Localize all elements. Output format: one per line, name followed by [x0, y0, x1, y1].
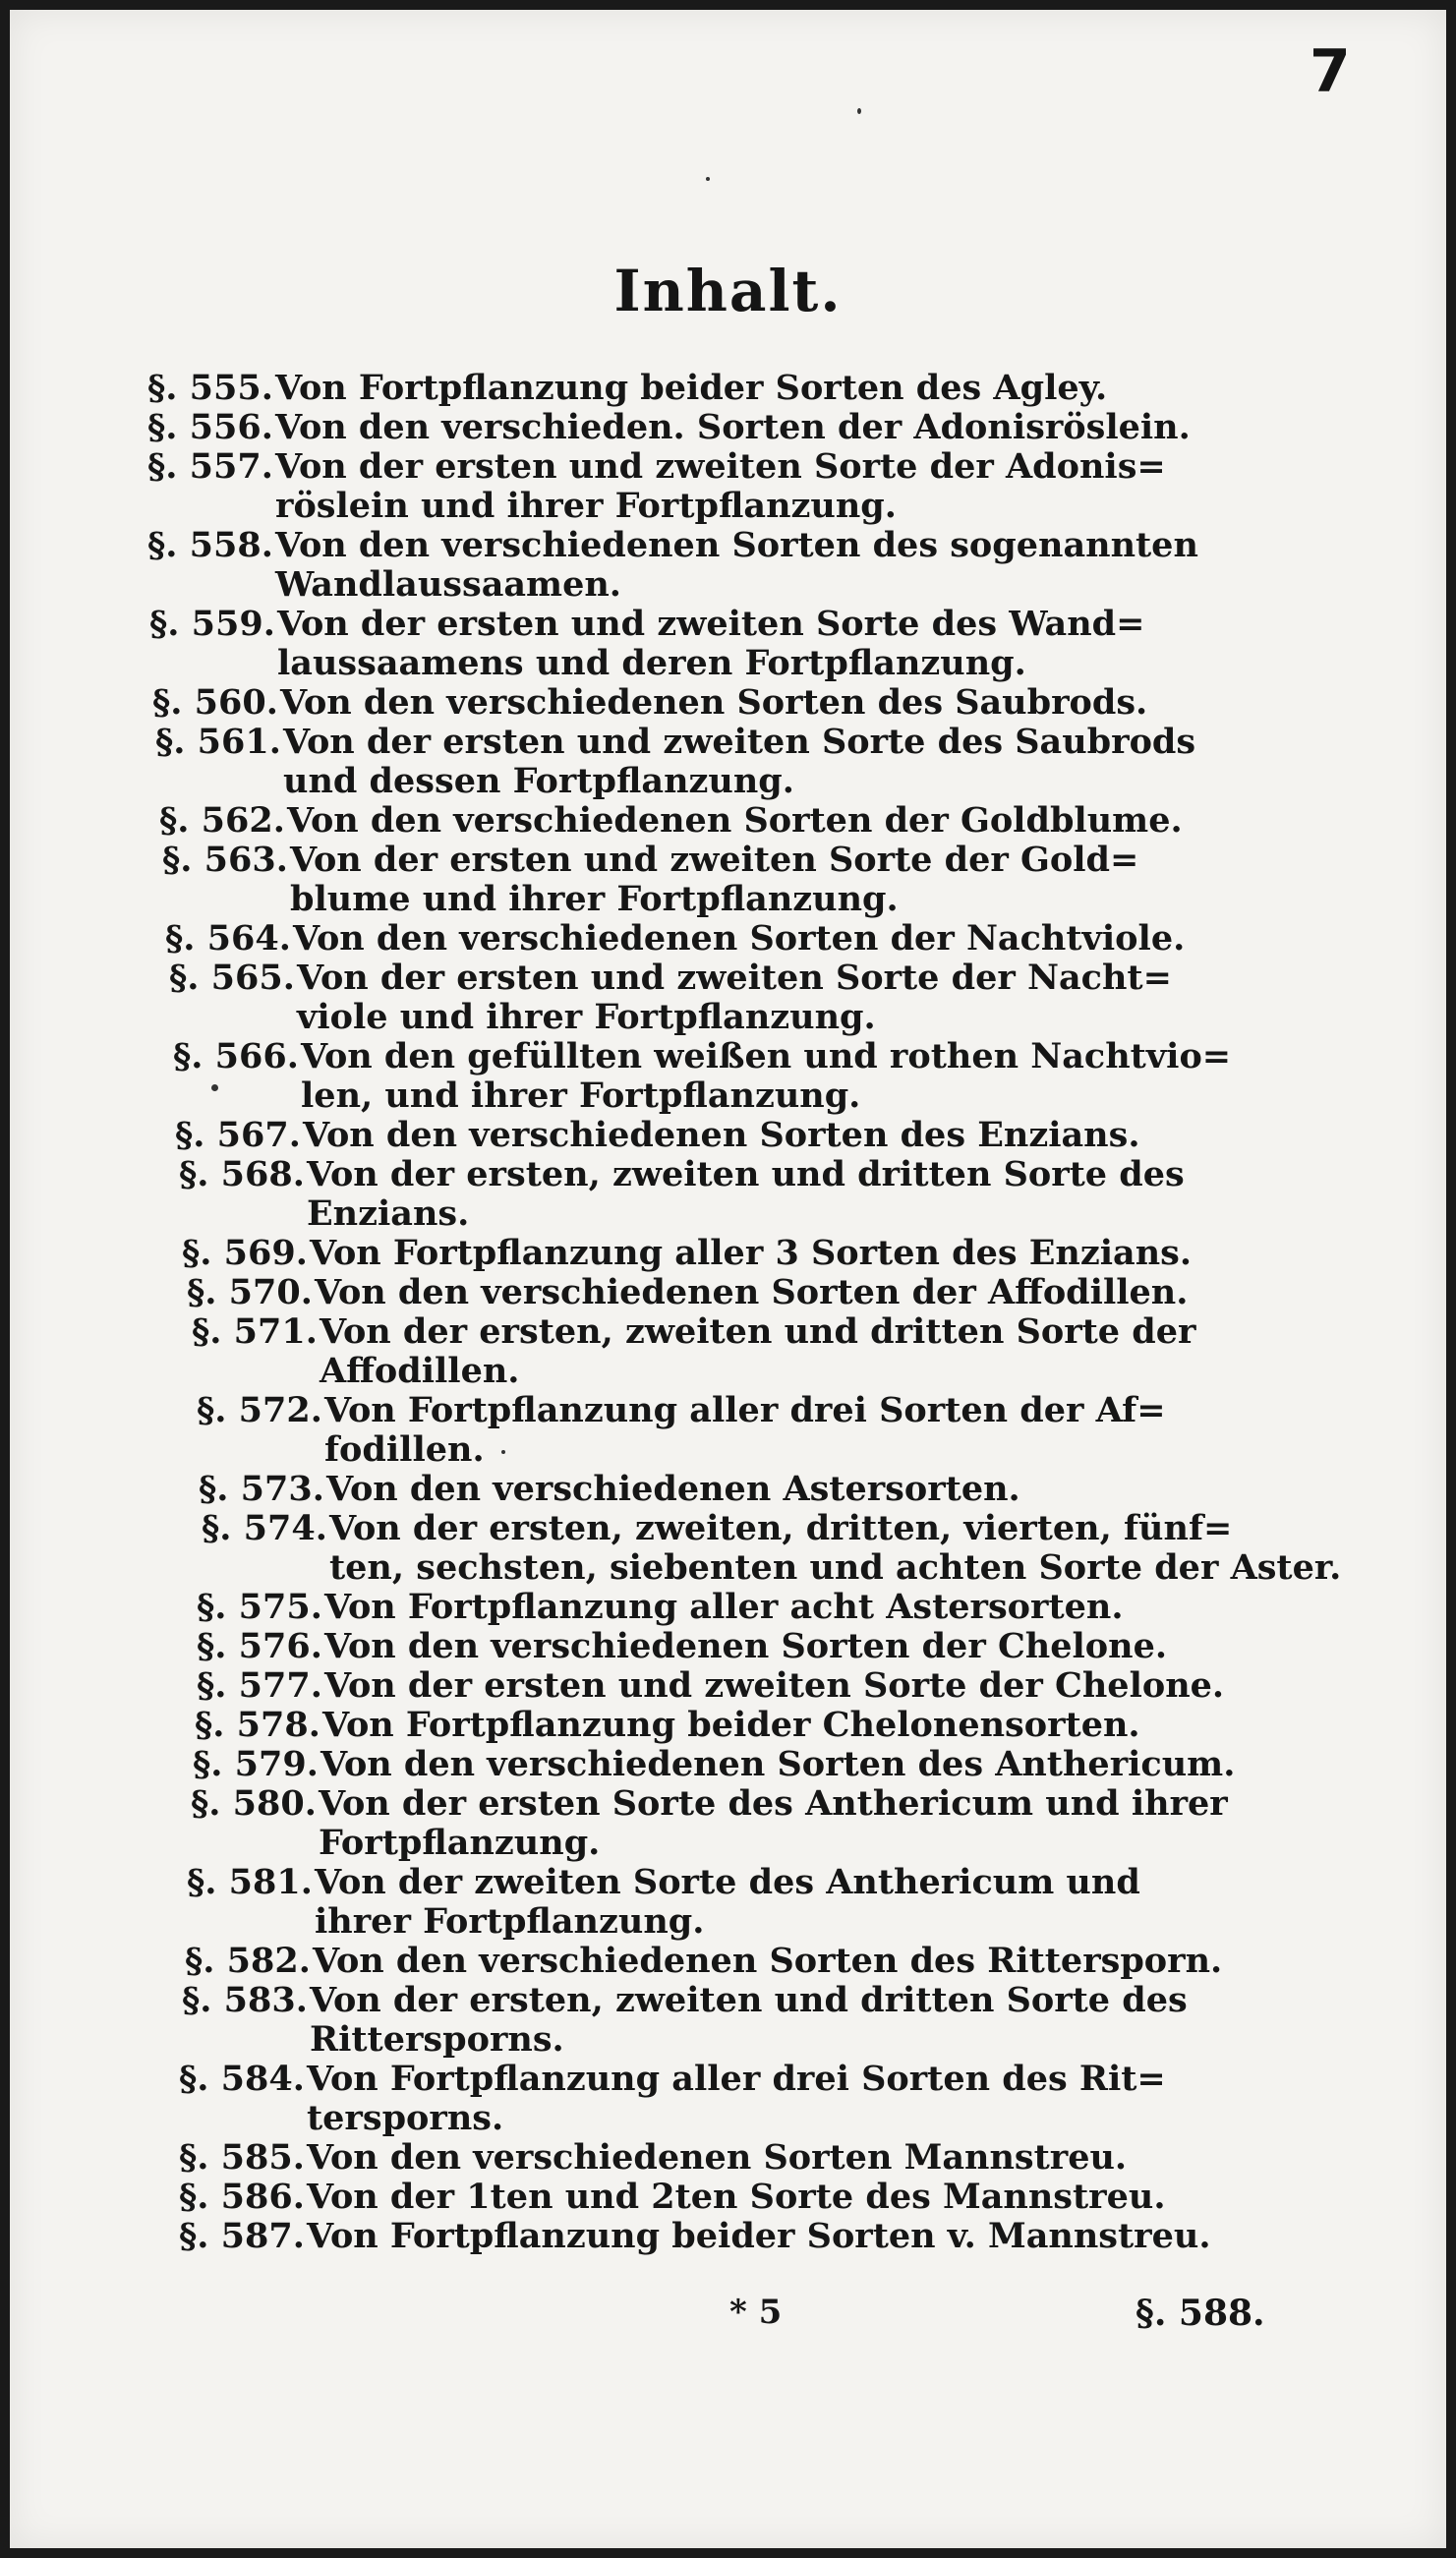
paper-speck	[501, 1450, 505, 1454]
entry-title: Von den verschiedenen Sorten der Chelone.	[324, 1626, 1168, 1666]
entry-title: Von Fortpflanzung aller drei Sorten der Af=	[324, 1390, 1166, 1430]
paper-speck	[706, 177, 710, 181]
paper-speck	[857, 108, 861, 114]
toc-entry	[193, 1745, 1235, 1784]
entry-title-continuation: Enzians.	[307, 1193, 470, 1234]
toc-entry	[159, 801, 1183, 841]
catchword: §. 588.	[1136, 2293, 1265, 2334]
section-number: §. 572.	[197, 1390, 322, 1430]
page-number: 7	[1310, 37, 1351, 106]
section-number: §. 577.	[197, 1665, 322, 1706]
toc-entry	[187, 1863, 1140, 1942]
toc-entry	[173, 1037, 1231, 1116]
section-number: §. 561.	[155, 722, 281, 762]
entry-title-continuation: ten, sechsten, siebenten und achten Sorte der Aster.	[329, 1547, 1342, 1588]
toc-entry	[179, 2060, 1166, 2138]
toc-entry	[179, 2178, 1166, 2217]
entry-title: Von den verschiedenen Sorten des Enzians.	[303, 1115, 1140, 1155]
toc-entry	[179, 1155, 1185, 1234]
section-number: §. 587.	[179, 2216, 305, 2256]
entry-title: Von den verschiedenen Sorten des Saubrods.	[280, 682, 1148, 723]
section-number: §. 558.	[147, 525, 273, 565]
toc-entry	[179, 2138, 1127, 2178]
entry-title: Von der ersten und zweiten Sorte des Saubrods	[283, 722, 1196, 762]
section-number: §. 579.	[193, 1744, 319, 1784]
entry-title-continuation: Rittersporns.	[310, 2019, 564, 2060]
entry-title: Von Fortpflanzung aller acht Astersorten.	[324, 1587, 1124, 1627]
entry-title-continuation: viole und ihrer Fortpflanzung.	[297, 997, 876, 1037]
toc-entry	[191, 1784, 1228, 1863]
toc-entry	[179, 2217, 1211, 2256]
entry-title: Von den verschieden. Sorten der Adonisröslein.	[275, 407, 1191, 447]
toc-entry	[197, 1627, 1167, 1666]
toc-entry	[162, 841, 1138, 919]
entry-title: Von Fortpflanzung beider Sorten v. Mannstreu.	[307, 2216, 1211, 2256]
page	[10, 10, 1446, 2548]
section-number: §. 563.	[162, 840, 288, 880]
entry-title: Von den verschiedenen Astersorten.	[326, 1469, 1020, 1509]
toc-entry	[199, 1470, 1020, 1509]
section-number: §. 578.	[195, 1705, 320, 1745]
section-number: §. 567.	[175, 1115, 301, 1155]
entry-title: Von der ersten Sorte des Anthericum und ihrer	[319, 1783, 1228, 1824]
entry-title-continuation: Wandlaussaamen.	[275, 564, 621, 605]
section-number: §. 574.	[202, 1508, 327, 1548]
page-title: Inhalt.	[613, 258, 843, 324]
section-number: §. 573.	[199, 1469, 324, 1509]
signature-mark: * 5	[729, 2293, 783, 2332]
entry-title-continuation: Affodillen.	[320, 1351, 520, 1391]
entry-title: Von der ersten, zweiten und dritten Sorte der	[320, 1311, 1196, 1352]
entry-title-continuation: fodillen.	[324, 1429, 485, 1470]
section-number: §. 584.	[179, 2059, 305, 2099]
entry-title-continuation: Fortpflanzung.	[319, 1823, 601, 1863]
section-number: §. 568.	[179, 1154, 305, 1194]
section-number: §. 559.	[149, 604, 275, 644]
toc-entry	[187, 1273, 1188, 1312]
section-number: §. 585.	[179, 2137, 305, 2178]
entry-title: Von der ersten, zweiten und dritten Sorte des	[310, 1980, 1188, 2020]
section-number: §. 586.	[179, 2177, 305, 2217]
toc-entry	[182, 1234, 1192, 1273]
entry-title: Von den verschiedenen Sorten der Nachtviole.	[293, 918, 1186, 959]
section-number: §. 557.	[147, 446, 273, 487]
entry-title: Von der ersten und zweiten Sorte der Chelone.	[324, 1665, 1225, 1706]
entry-title: Von der ersten, zweiten und dritten Sorte des	[307, 1154, 1185, 1194]
toc-entry	[147, 408, 1191, 447]
entry-title: Von Fortpflanzung beider Chelonensorten.	[322, 1705, 1140, 1745]
entry-title-continuation: röslein und ihrer Fortpflanzung.	[275, 486, 897, 526]
toc-entry	[169, 959, 1172, 1037]
toc-entry	[147, 447, 1166, 526]
section-number: §. 566.	[173, 1036, 299, 1076]
toc-entry	[182, 1981, 1188, 2060]
section-number: §. 583.	[182, 1980, 308, 2020]
entry-title: Von Fortpflanzung beider Sorten des Agley.	[275, 368, 1108, 408]
toc-entry	[155, 723, 1195, 801]
entry-title-continuation: und dessen Fortpflanzung.	[283, 761, 794, 801]
section-number: §. 575.	[197, 1587, 322, 1627]
toc-entry	[152, 683, 1147, 723]
entry-title: Von den verschiedenen Sorten der Goldblume.	[287, 800, 1183, 841]
toc-entry	[147, 369, 1107, 408]
section-number: §. 564.	[165, 918, 291, 959]
section-number: §. 556.	[147, 407, 273, 447]
entry-title-continuation: tersporns.	[307, 2098, 504, 2138]
toc-entry	[165, 919, 1185, 959]
entry-title: Von den gefüllten weißen und rothen Nachtvio=	[301, 1036, 1232, 1076]
entry-title: Von der zweiten Sorte des Anthericum und	[315, 1862, 1140, 1902]
entry-title: Von den verschiedenen Sorten des sogenannten	[275, 525, 1198, 565]
section-number: §. 562.	[159, 800, 285, 841]
toc-entry	[149, 605, 1144, 683]
section-number: §. 565.	[169, 958, 295, 998]
section-number: §. 580.	[191, 1783, 317, 1824]
toc-entry	[192, 1312, 1195, 1391]
toc-entry	[175, 1116, 1140, 1155]
entry-title-continuation: ihrer Fortpflanzung.	[315, 1901, 705, 1942]
entry-title: Von der ersten und zweiten Sorte der Gold=	[290, 840, 1139, 880]
entry-title: Von den verschiedenen Sorten Mannstreu.	[307, 2137, 1128, 2178]
section-number: §. 581.	[187, 1862, 313, 1902]
entry-title: Von den verschiedenen Sorten des Rittersporn.	[313, 1941, 1223, 1981]
toc-entry	[195, 1706, 1140, 1745]
section-number: §. 571.	[192, 1311, 318, 1352]
entry-title: Von den verschiedenen Sorten des Anthericum.	[320, 1744, 1236, 1784]
entry-title-continuation: blume und ihrer Fortpflanzung.	[290, 879, 899, 919]
entry-title: Von der 1ten und 2ten Sorte des Mannstreu.	[307, 2177, 1166, 2217]
section-number: §. 555.	[147, 368, 273, 408]
entry-title-continuation: laussaamens und deren Fortpflanzung.	[277, 643, 1026, 683]
toc-entry	[197, 1666, 1224, 1706]
entry-title: Von der ersten und zweiten Sorte der Adonis=	[275, 446, 1166, 487]
toc-entry	[185, 1942, 1222, 1981]
section-number: §. 569.	[182, 1233, 308, 1273]
entry-title: Von Fortpflanzung aller 3 Sorten des Enzians.	[310, 1233, 1193, 1273]
entry-title: Von der ersten und zweiten Sorte der Nacht=	[297, 958, 1172, 998]
section-number: §. 576.	[197, 1626, 322, 1666]
toc-entry	[197, 1588, 1124, 1627]
entry-title: Von der ersten und zweiten Sorte des Wand=	[277, 604, 1145, 644]
entry-title: Von den verschiedenen Sorten der Affodillen.	[315, 1272, 1189, 1312]
toc-entry	[202, 1509, 1341, 1588]
entry-title: Von der ersten, zweiten, dritten, vierten, fünf=	[329, 1508, 1233, 1548]
toc-entry	[147, 526, 1198, 605]
entry-title-continuation: len, und ihrer Fortpflanzung.	[301, 1076, 861, 1116]
section-number: §. 582.	[185, 1941, 311, 1981]
paper-speck	[211, 1084, 218, 1091]
entry-title: Von Fortpflanzung aller drei Sorten des Rit=	[307, 2059, 1166, 2099]
section-number: §. 570.	[187, 1272, 313, 1312]
toc-entry	[197, 1391, 1166, 1470]
section-number: §. 560.	[152, 682, 278, 723]
